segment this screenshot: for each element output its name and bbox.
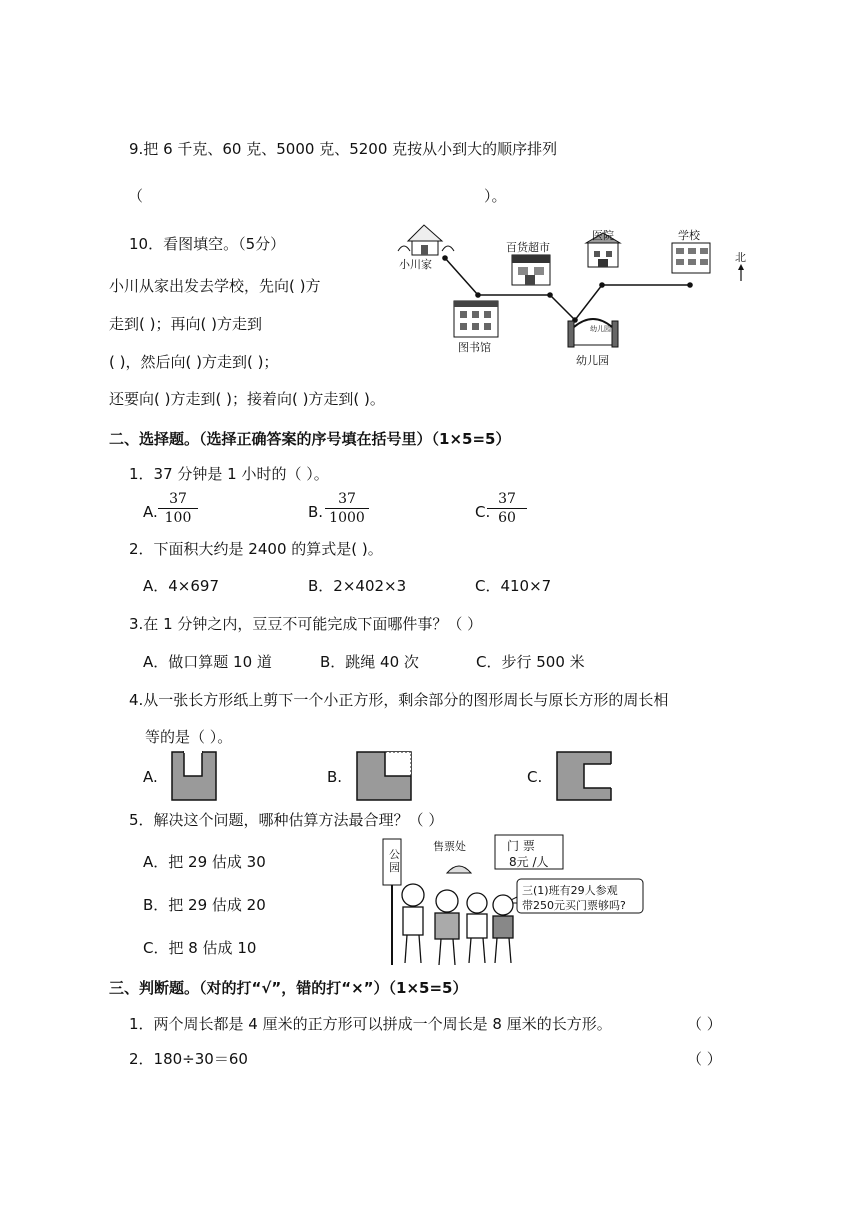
s2-q3-option-c: C．步行 500 米 <box>476 653 585 671</box>
speech-bubble-line2: 带250元买门票够吗? <box>522 899 626 912</box>
s2-q5-option-b: B．把 29 估成 20 <box>143 896 266 914</box>
map-gate-sign: 幼儿园 <box>590 325 611 333</box>
s3-q2-text: 2．180÷30＝60 <box>129 1050 248 1068</box>
fraction-denominator: 100 <box>164 510 192 526</box>
s2-q4-option-b: B. <box>327 768 343 786</box>
q10-line1: 小川从家出发去学校，先向( )方 <box>109 277 321 295</box>
section2-header: 二、选择题。（选择正确答案的序号填在括号里）（1×5=5） <box>109 430 511 448</box>
ticket-sign-price: 8元 /人 <box>509 855 549 869</box>
q10-line4: 还要向( )方走到( )；接着向( )方走到( )。 <box>109 390 385 408</box>
section3-header: 三、判断题。（对的打“√”，错的打“×”）（1×5=5） <box>109 979 468 997</box>
q10-line3: ( )，然后向( )方走到( )； <box>109 353 279 371</box>
library-building-icon <box>454 301 498 337</box>
park-sign-label: 公园 <box>389 848 400 874</box>
s2-q1-b-fraction <box>325 490 369 527</box>
s2-q2-option-b: B．2×402×3 <box>308 577 407 595</box>
s2-q1-a-fraction <box>158 490 198 527</box>
s2-q5-text: 5．解决这个问题，哪种估算方法最合理？（ ） <box>129 811 444 829</box>
s2-q2-option-c: C．410×7 <box>475 577 552 595</box>
s2-q2-option-a: A．4×697 <box>143 577 220 595</box>
home-building-icon <box>398 225 454 255</box>
map-label-school: 学校 <box>678 229 700 242</box>
q10-title: 10．看图填空。（5分） <box>129 235 286 253</box>
s2-q3-option-b: B．跳绳 40 次 <box>320 653 419 671</box>
map-label-hospital: 医院 <box>592 229 614 242</box>
s2-q2-text: 2．下面积大约是 2400 的算式是( )。 <box>129 540 383 558</box>
s2-q3-option-a: A．做口算题 10 道 <box>143 653 272 671</box>
map-label-north: 北 <box>735 251 746 264</box>
s3-q1-text: 1．两个周长都是 4 厘米的正方形可以拼成一个周长是 8 厘米的长方形。 <box>129 1015 612 1033</box>
s2-q3-text: 3.在 1 分钟之内，豆豆不可能完成下面哪件事？（ ） <box>129 615 483 633</box>
map-label-supermarket: 百货超市 <box>506 241 550 254</box>
map-label-home: 小川家 <box>399 258 432 271</box>
map-label-library: 图书馆 <box>458 341 491 354</box>
fraction-denominator: 1000 <box>329 510 365 526</box>
fraction-numerator: 37 <box>158 490 198 509</box>
s2-q1-c-label: C. <box>475 503 491 521</box>
s2-q1-text: 1．37 分钟是 1 小时的（ ）。 <box>129 465 329 483</box>
s2-q5-option-c: C．把 8 估成 10 <box>143 939 257 957</box>
s2-q4-text: 4.从一张长方形纸上剪下一个小正方形，剩余部分的图形周长与原长方形的周长相 <box>129 691 669 709</box>
s2-q1-c-fraction <box>487 490 527 527</box>
ticket-office-label: 售票处 <box>433 840 466 853</box>
s2-q1-a-label: A. <box>143 503 158 521</box>
s3-q1-answer-paren: （ ） <box>687 1015 722 1033</box>
q10-line2: 走到( )；再向( )方走到 <box>109 315 262 333</box>
shape-a-notch-top-center <box>171 751 217 801</box>
speech-bubble-line1: 三(1)班有29人参观 <box>522 884 618 897</box>
s2-q4-option-c: C. <box>527 768 543 786</box>
school-building-icon <box>672 243 710 273</box>
fraction-numerator: 37 <box>487 490 527 509</box>
q9-blank-open: （ <box>128 187 144 205</box>
shape-c-notch-right-center <box>556 751 612 801</box>
supermarket-building-icon <box>512 255 550 285</box>
s2-q4-option-a: A. <box>143 768 158 786</box>
fraction-denominator: 60 <box>498 510 516 526</box>
map-label-kindergarten: 幼儿园 <box>576 354 609 367</box>
route-map <box>390 215 760 375</box>
north-arrow-icon <box>738 264 744 281</box>
fraction-numerator: 37 <box>325 490 369 509</box>
q9-text: 9.把 6 千克、60 克、5000 克、5200 克按从小到大的顺序排列 <box>129 140 558 158</box>
s3-q2-answer-paren: （ ） <box>687 1050 722 1068</box>
q9-blank-close: ）。 <box>484 187 507 205</box>
s2-q1-b-label: B. <box>308 503 324 521</box>
shape-b-notch-top-right <box>356 751 412 801</box>
s2-q4-text2: 等的是（ ）。 <box>145 728 233 746</box>
ticket-sign-title: 门 票 <box>507 839 535 853</box>
s2-q5-option-a: A．把 29 估成 30 <box>143 853 266 871</box>
